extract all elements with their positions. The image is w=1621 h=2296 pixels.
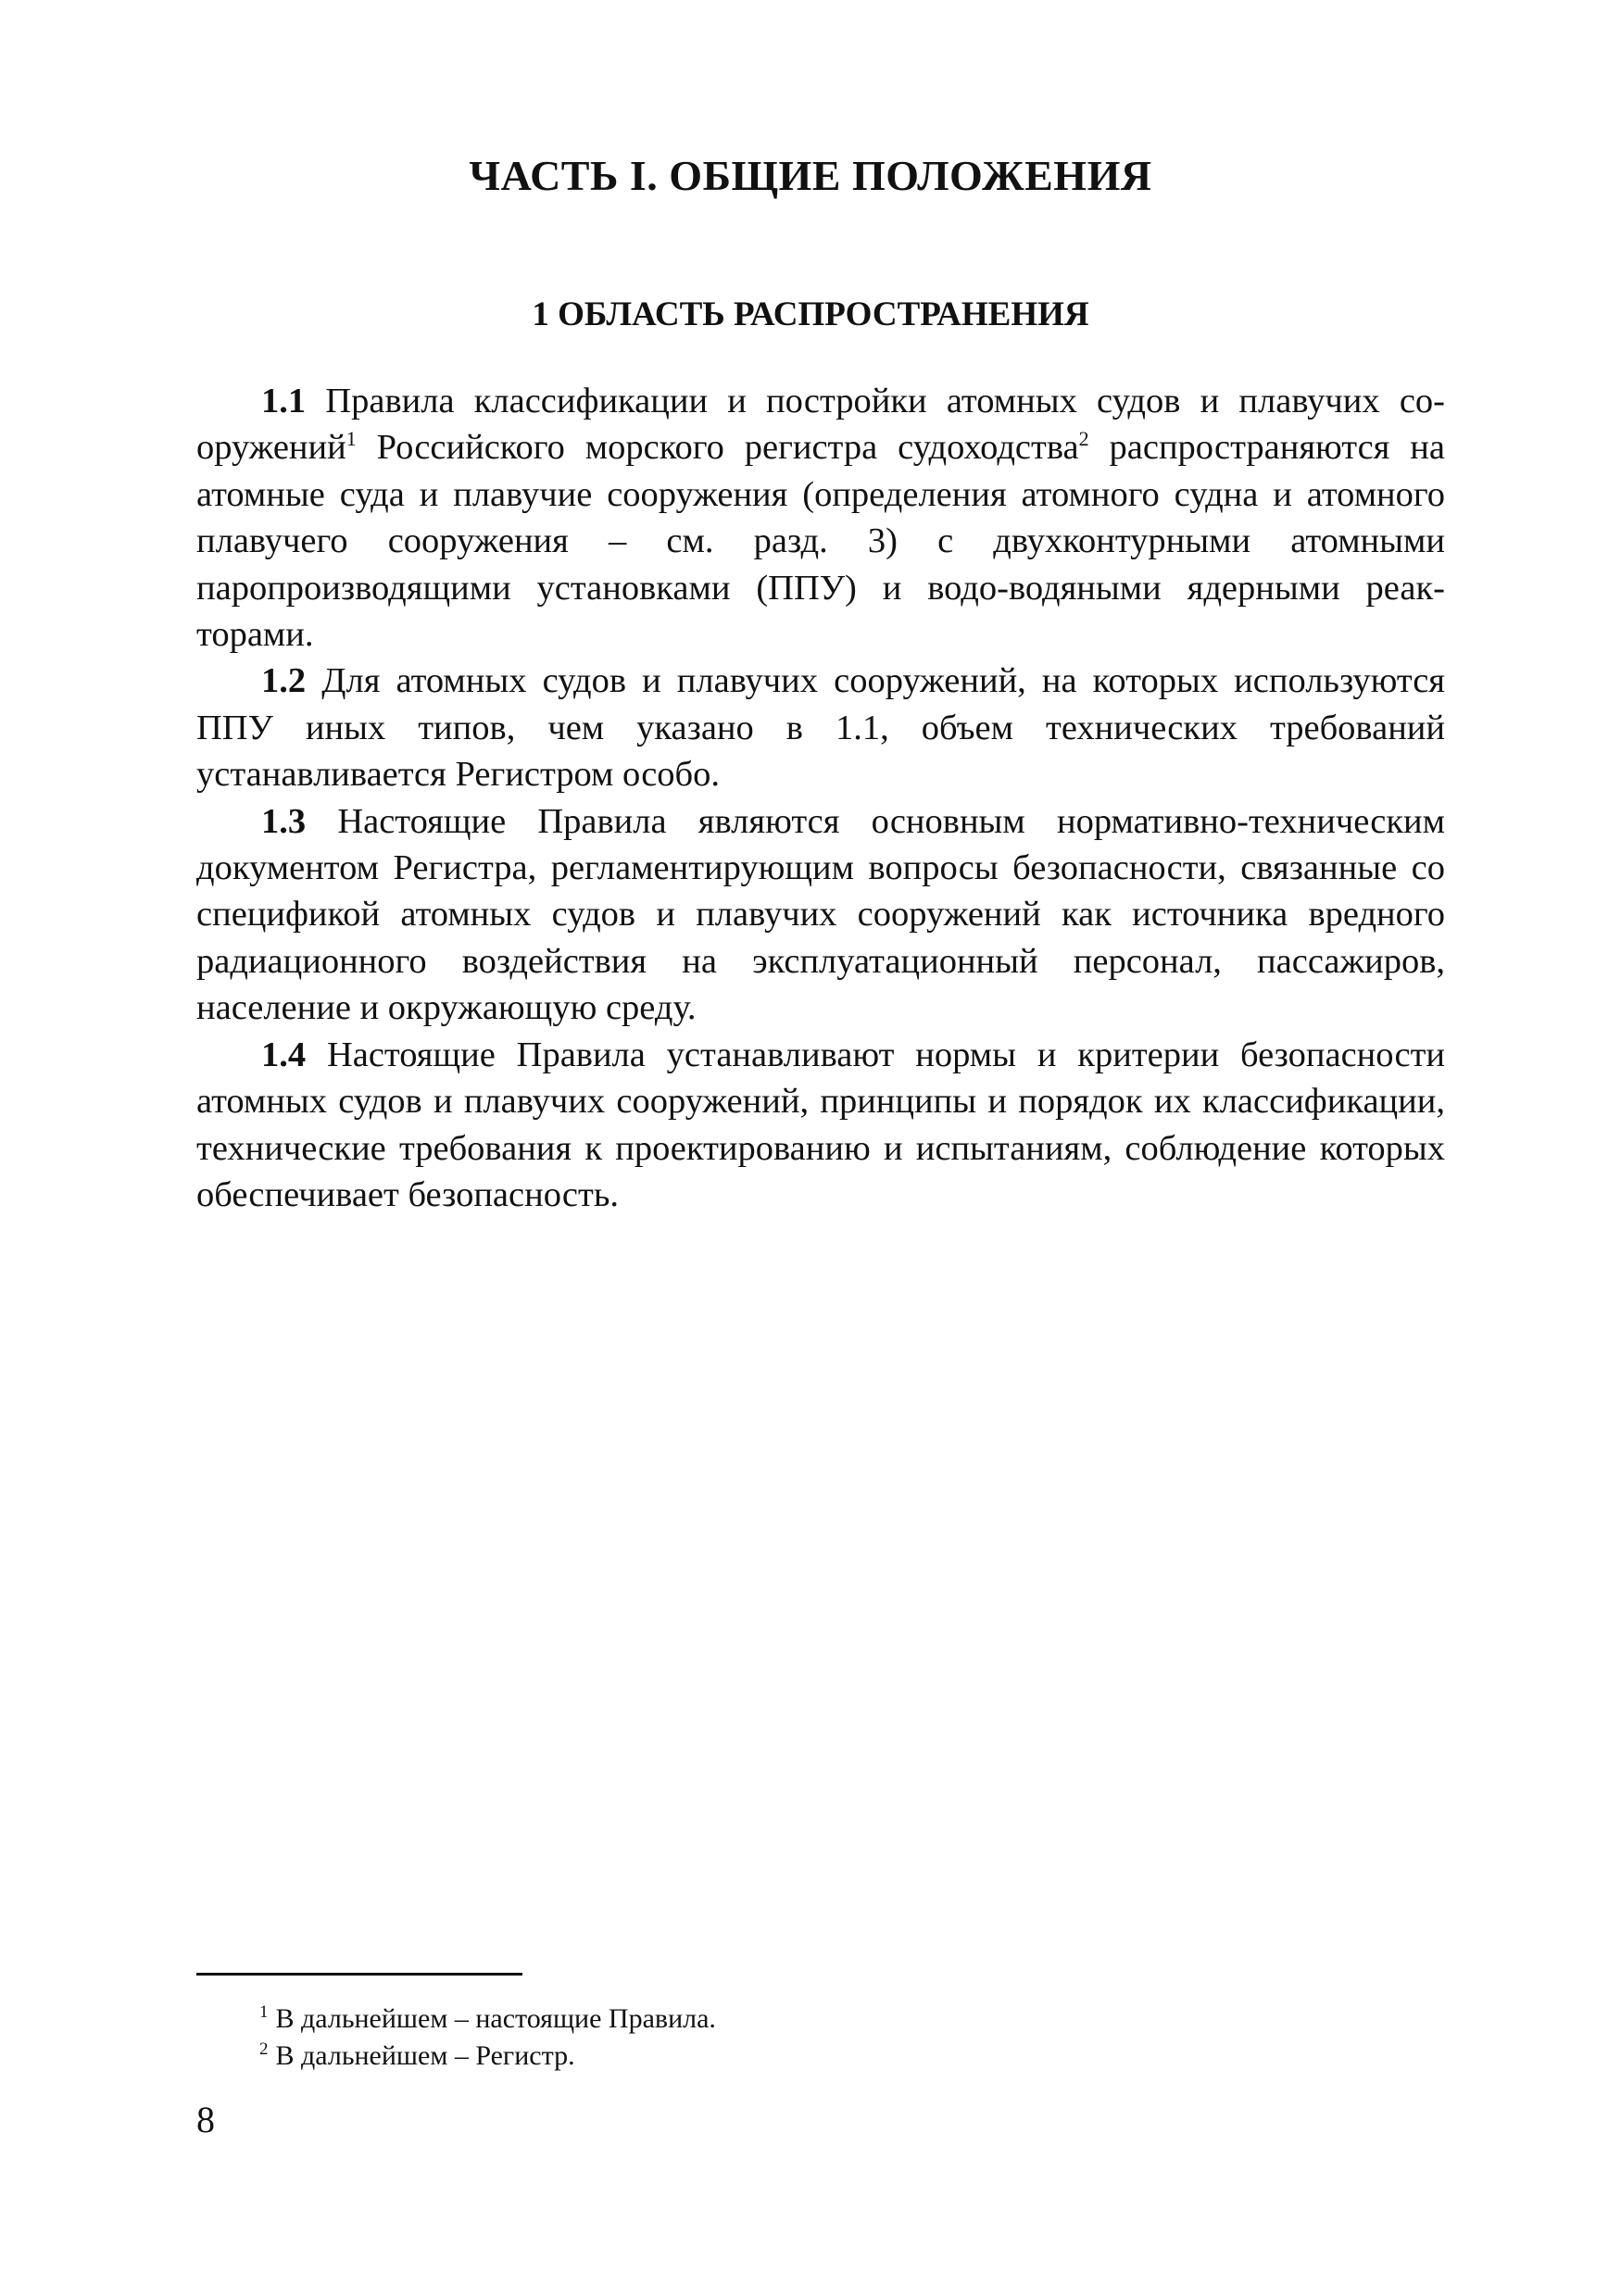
paragraph-text: распространяются на атомные суда и плавучие сооружения (определения атомного судна и атомного плавучего сооружения – см. разд. 3) с двухконтурными атомными паропроизводящими установками (ППУ) и водо-водяными ядерными реакторами.	[196, 428, 1445, 655]
footnote-item	[259, 2038, 716, 2075]
paragraph-number: 1.4	[261, 1035, 307, 1074]
paragraph-text: Настоящие Правила устанавливают нормы и критерии безопасности атомных судов и плавучих сооружений, принципы и порядок их классификации, технические требования к проектированию и испытаниям, соблюдение которых обеспечивает безопасность.	[196, 1035, 1445, 1214]
paragraph-1-1	[196, 378, 1445, 658]
paragraph-number: 1.3	[261, 801, 307, 841]
paragraph-text: Правила классификации и постройки атомных судов и плавучих сооружений	[196, 382, 1445, 468]
paragraph-text: Настоящие Правила являются основным нормативно-техническим документом Регистра, регламентирующим вопросы безопасности, связанные со спецификой атомных судов и плавучих сооружений как источника вредного радиационного воздействия на эксплуатационный персонал, пассажиров, население и окружающую среду.	[196, 801, 1445, 1028]
footnotes	[259, 2001, 716, 2075]
footnote-item	[259, 2001, 716, 2038]
paragraph-number: 1.1	[261, 382, 307, 420]
body-text	[196, 378, 1445, 1218]
footnote-text: В дальнейшем – Регистр.	[275, 2040, 575, 2071]
footnote-ref: 2	[1078, 427, 1089, 451]
footnote-mark: 2	[259, 2039, 269, 2059]
paragraph-1-4	[196, 1032, 1445, 1219]
paragraph-text: Российского морского регистра судоходства	[356, 428, 1079, 468]
paragraph-text: Для атомных судов и плавучих сооружений, на которых используются ППУ иных типов, чем указано в 1.1, объем технических требований устанавливается Регистром особо.	[196, 661, 1445, 795]
footnote-text: В дальнейшем – настоящие Правила.	[275, 2003, 716, 2034]
footnote-divider	[196, 1973, 522, 1976]
footnote-mark: 1	[259, 2002, 269, 2022]
footnote-ref: 1	[346, 427, 357, 451]
paragraph-number: 1.2	[261, 661, 307, 701]
paragraph-1-2	[196, 658, 1445, 797]
page-number: 8	[196, 2099, 215, 2140]
part-title: ЧАСТЬ I. ОБЩИЕ ПОЛОЖЕНИЯ	[469, 152, 1152, 199]
section-title: 1 ОБЛАСТЬ РАСПРОСТРАНЕНИЯ	[532, 295, 1089, 333]
paragraph-1-3	[196, 798, 1445, 1032]
